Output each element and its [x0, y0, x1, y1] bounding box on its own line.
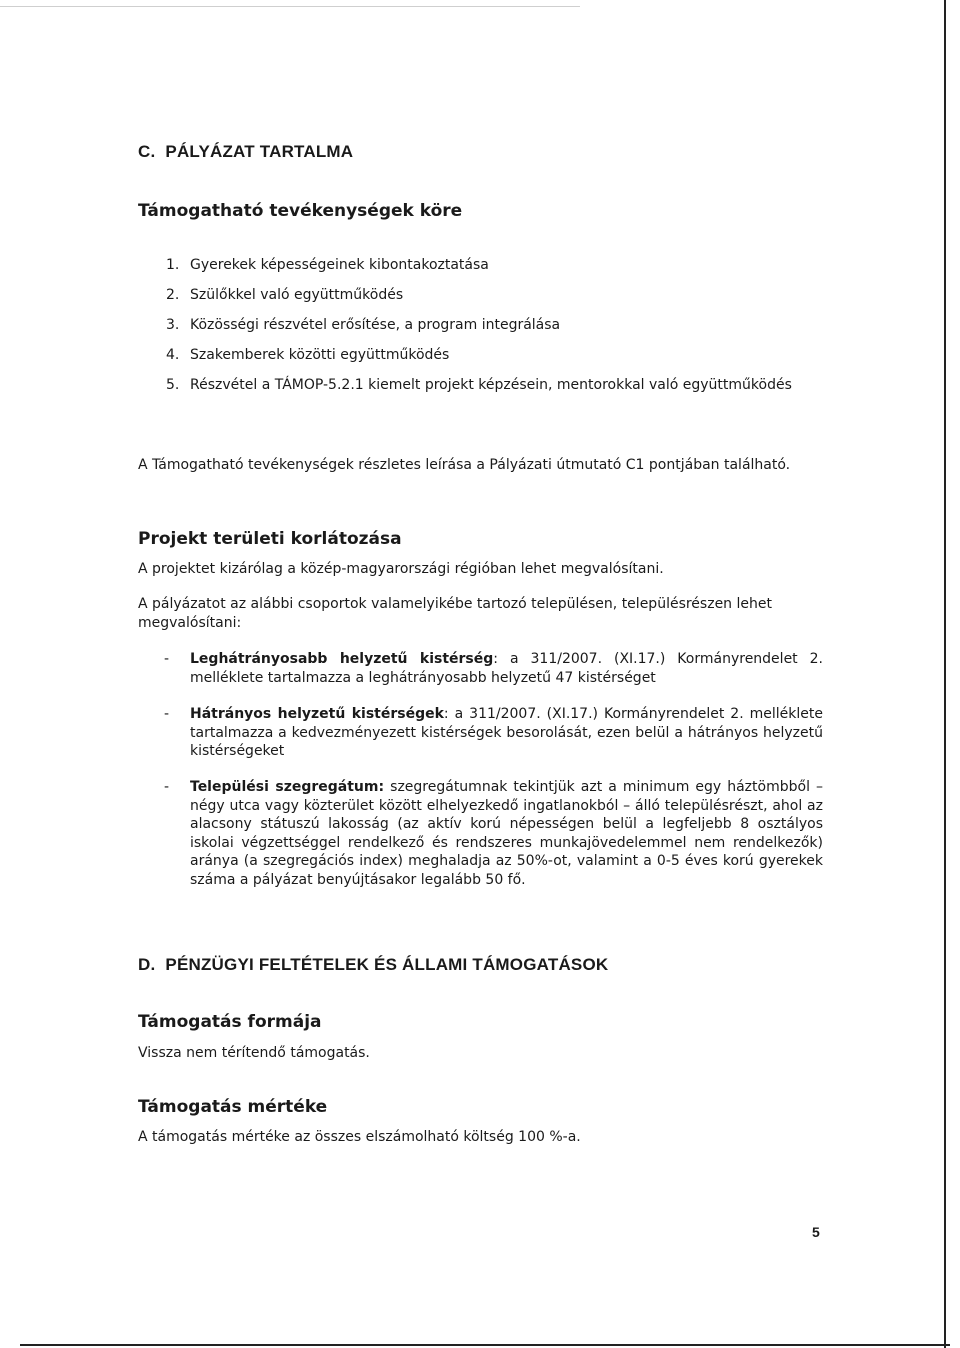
activities-list [138, 256, 823, 406]
settlement-type-item [138, 778, 823, 889]
scan-edge-bottom [20, 1344, 950, 1346]
section-c-letter: C. [138, 142, 156, 161]
activity-number: 2. [166, 287, 180, 303]
settlement-type-item [138, 705, 823, 761]
scan-edge-right [944, 0, 946, 1348]
territorial-heading: Projekt területi korlátozása [138, 529, 402, 549]
scan-edge-top [0, 6, 580, 7]
activity-item [138, 316, 823, 335]
support-form-text: Vissza nem térítendő támogatás. [138, 1045, 370, 1061]
section-d-title-text: PÉNZÜGYI FELTÉTELEK ÉS ÁLLAMI TÁMOGATÁSOK [165, 955, 609, 974]
settlement-type-item [138, 650, 823, 687]
activity-text: Szakemberek közötti együttműködés [190, 347, 450, 363]
dash-bullet: - [164, 706, 170, 722]
settlement-type-text [190, 650, 823, 687]
activity-number: 1. [166, 257, 180, 273]
settlement-type-definition: : a 311/2007. (XI.17.) Kormányrendelet 2. melléklete tartalmazza a leghátrányosabb helyzetű 47 kistérséget [190, 651, 823, 686]
activity-number: 4. [166, 347, 180, 363]
activities-note: A Támogatható tevékenységek részletes leírása a Pályázati útmutató C1 pontjában található. [138, 457, 791, 473]
dash-bullet: - [164, 651, 170, 667]
settlement-type-text [190, 778, 823, 889]
support-rate-text: A támogatás mértéke az összes elszámolható költség 100 %-a. [138, 1129, 581, 1145]
activity-item [138, 376, 823, 395]
settlement-type-text [190, 705, 823, 761]
settlement-type-term: Leghátrányosabb helyzetű kistérség [190, 651, 494, 667]
dash-bullet: - [164, 779, 170, 795]
settlement-type-definition: : a 311/2007. (XI.17.) Kormányrendelet 2. melléklete tartalmazza a kedvezményezett kistérségek besorolását, ezen belül a hátrányos helyzetű kistérségeket [190, 706, 823, 759]
section-c-title-text: PÁLYÁZAT TARTALMA [165, 142, 354, 161]
activity-text: Gyerekek képességeinek kibontakoztatása [190, 257, 489, 273]
activity-text: Részvétel a TÁMOP-5.2.1 kiemelt projekt képzésein, mentorokkal való együttműködés [190, 377, 792, 393]
settlement-type-definition: szegregátumnak tekintjük azt a minimum egy háztömbből – négy utca vagy közterület között elhelyezkedő ingatlanokból – álló településrészt, ahol az alacsony státuszú lakosság (az aktív korú népességen belül a legfeljebb 8 osztályos iskolai végzettséggel rendelkező és rendszeres munkajövedelemmel nem rendelkezők) aránya (a szegregációs index) meghaladja az 50%-ot, valamint a 0-5 éves korú gyerekek száma a pályázat benyújtásakor legalább 50 fő. [190, 779, 824, 888]
section-d-letter: D. [138, 955, 156, 974]
territorial-paragraph-1: A projektet kizárólag a közép-magyarországi régióban lehet megvalósítani. [138, 561, 664, 577]
settlement-type-list [138, 705, 823, 761]
support-rate-heading: Támogatás mértéke [138, 1097, 328, 1117]
activity-item [138, 286, 823, 305]
activities-heading: Támogatható tevékenységek köre [138, 201, 463, 221]
section-c-title [138, 142, 353, 162]
territorial-paragraph-2: A pályázatot az alábbi csoportok valamelyikébe tartozó településen, településrészen lehet megvalósítani: [138, 596, 772, 631]
support-form-heading: Támogatás formája [138, 1012, 322, 1032]
activity-item [138, 256, 823, 275]
activity-text: Közösségi részvétel erősítése, a program integrálása [190, 317, 561, 333]
activity-text: Szülőkkel való együttműködés [190, 287, 404, 303]
settlement-type-list [138, 778, 823, 889]
activity-number: 3. [166, 317, 180, 333]
activity-number: 5. [166, 377, 180, 393]
section-d-title [138, 955, 608, 975]
page-number: 5 [812, 1224, 820, 1240]
settlement-type-term: Hátrányos helyzetű kistérségek [190, 706, 444, 722]
settlement-type-list [138, 650, 823, 687]
activity-item [138, 346, 823, 365]
settlement-type-term: Települési szegregátum: [190, 779, 385, 795]
